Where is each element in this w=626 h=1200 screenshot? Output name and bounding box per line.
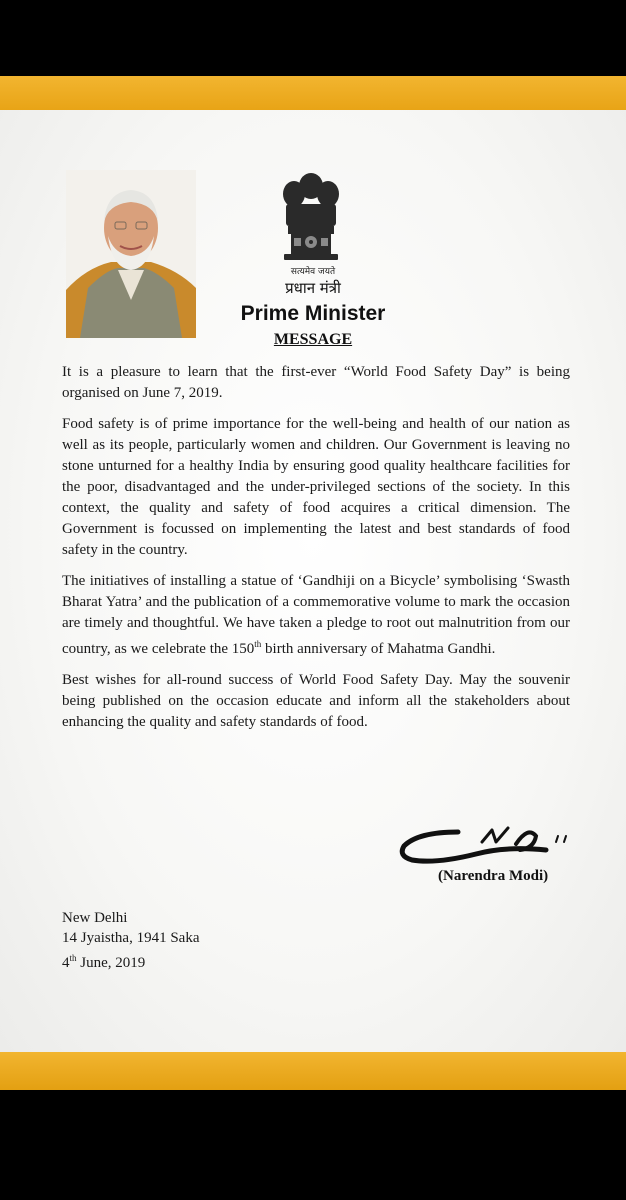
paragraph-4: Best wishes for all-round success of World Food Safety Day. May the souvenir being published on the occasion educate and inform all the stakeholders about enhancing the quality and safety standards of food. bbox=[62, 672, 570, 730]
paragraph-1: It is a pleasure to learn that the first-ever “World Food Safety Day” is being organised on June 7, 2019. bbox=[62, 364, 570, 401]
saka-date-line: 14 Jyaistha, 1941 Saka bbox=[62, 930, 200, 946]
date-rest: June, 2019 bbox=[76, 955, 146, 971]
anniversary-number: 150 bbox=[231, 641, 255, 657]
date-superscript: th bbox=[69, 953, 77, 963]
top-accent-band bbox=[0, 76, 626, 110]
message-heading-text: MESSAGE bbox=[273, 331, 353, 348]
office-title-hindi: प्रधान मंत्री bbox=[285, 279, 341, 297]
national-emblem-icon bbox=[276, 170, 346, 262]
place-and-date bbox=[62, 908, 199, 973]
signature bbox=[396, 812, 576, 874]
bottom-accent-band bbox=[0, 1052, 626, 1090]
message-heading bbox=[0, 331, 626, 349]
signer-name: (Narendra Modi) bbox=[438, 868, 549, 884]
date-day: 4 bbox=[62, 955, 70, 971]
paragraph-3-tail: birth anniversary of Mahatma Gandhi. bbox=[261, 641, 496, 657]
anniversary-superscript: th bbox=[254, 639, 262, 649]
place-line: New Delhi bbox=[62, 910, 128, 926]
office-title: Prime Minister bbox=[240, 302, 386, 325]
paragraph-3-text: The initiatives of installing a statue of ‘Gandhiji on a Bicycle’ symbolising ‘Swasth Bharat Yatra’ and the publication of a commemorative volume to mark the occasion are timely and thoughtful. We have taken a pledge to root out malnutrition from our country, as we celebrate the bbox=[62, 573, 570, 657]
paragraph-3 bbox=[62, 571, 570, 660]
message-body bbox=[62, 362, 570, 743]
date-line bbox=[62, 948, 199, 973]
emblem-motto: सत्यमेव जयते bbox=[290, 267, 336, 277]
paragraph-2: Food safety is of prime importance for the well-being and health of our nation as well as its people, particularly women and children. Our Government is leaving no stone unturned for a healthy India by ensuring good quality healthcare facilities for the poor, disadvantaged and the under-privileged sections of the society. In this context, the quality and safety of food acquires a critical dimension. The Government is focussed on implementing the latest and best standards of food safety in the country. bbox=[62, 416, 570, 558]
